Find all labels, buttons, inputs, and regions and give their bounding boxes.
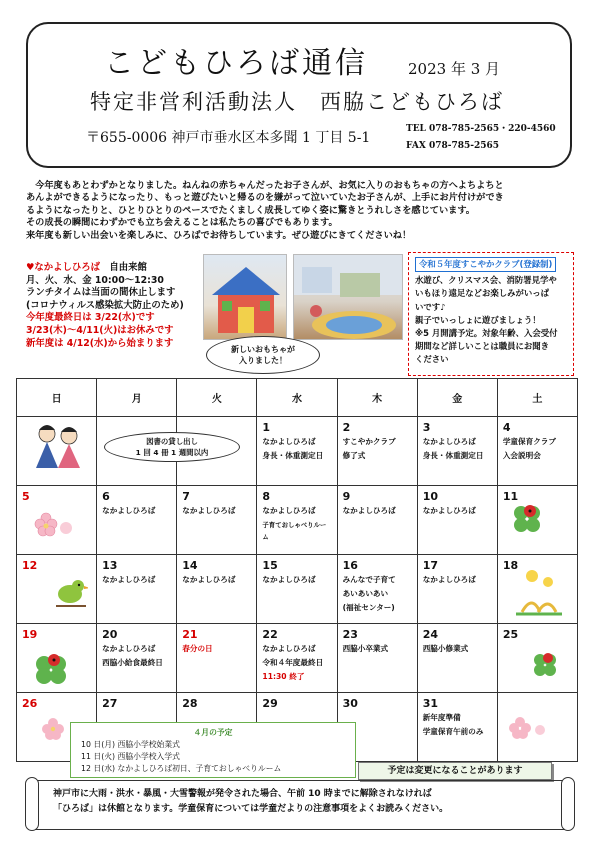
weekday-header-row [17,379,578,417]
day-number: 29 [262,697,278,710]
loan-note-line: 図書の貸し出し [146,437,198,446]
day-number: 24 [422,628,439,641]
day-number: 20 [102,628,118,641]
lunch-line: ランチタイムは当面の間休止します [26,287,176,299]
flowers-icon [512,564,566,620]
new-year-line: 新年度は 4/12(水)から始まります [26,337,174,349]
day-event: 身長・体重測定日 [262,451,324,460]
plum-blossom-icon [32,508,76,542]
book-loan-note [104,432,240,462]
calendar-day-cell [337,624,417,693]
day-number: 8 [262,490,271,503]
tel-number: TEL 078-785-2565・220-4560 [406,124,556,134]
day-number: 6 [102,490,110,503]
day-event: なかよしひろば [102,644,156,653]
day-number: 18 [502,559,519,572]
day-number: 21 [182,628,198,641]
day-number: 1 [262,421,271,434]
intro-line: 今年度もあとわずかとなりました。ねんねの赤ちゃんだったお子さんが、お気に入りのおもちゃの方へよちよちと [26,180,504,191]
calendar-body [17,417,578,762]
day-number: 3 [422,421,431,434]
intro-line: るようになったりと、ひとりひとりのペースでたくましく成長してゆく姿に驚きとうれしさを感じています。 [26,204,475,216]
day-event: みんなで子育て [342,575,396,584]
free-hall-info [26,262,206,350]
calendar-day-cell [97,555,177,624]
day-event: 令和４年度最終日 [262,658,324,667]
club-line: ください [415,354,449,365]
day-number: 19 [22,628,38,641]
club-line: いです♪ [415,301,446,312]
calendar-day-cell [257,417,337,486]
weekday-thu: 木 [337,379,417,417]
day-number: 23 [342,628,358,641]
day-event: 西脇小給食最終日 [102,658,163,667]
day-event: 新年度準備 [422,713,461,722]
calendar-day-cell [337,555,417,624]
weekday-wed: 水 [257,379,337,417]
april-schedule [70,722,356,778]
day-event: なかよしひろば [422,575,476,584]
march-calendar [16,378,578,762]
free-hall-subheading: 自由来館 [100,262,147,273]
calendar-day-cell [417,417,497,486]
day-event: なかよしひろば [102,506,156,515]
day-number: 13 [102,559,118,572]
weekday-mon: 月 [97,379,177,417]
day-event: なかよしひろば [262,644,316,653]
day-event: 11:30 終了 [262,672,305,681]
calendar-day-cell [97,624,177,693]
day-event: あいあいあい [342,589,389,598]
calendar-week-row [17,417,578,486]
day-event: なかよしひろば [422,506,476,515]
playroom-photo [293,254,403,340]
calendar-week-row [17,555,578,624]
day-number: 4 [502,421,511,434]
day-number: 12 [22,559,38,572]
intro-message [26,180,578,242]
day-event: なかよしひろば [422,437,476,446]
weekday-sun: 日 [17,379,97,417]
club-info-box [408,252,574,376]
schedule-change-note: 予定は変更になることがあります [358,762,552,780]
break-line: 3/23(木)～4/11(火)はお休みです [26,324,174,336]
photo-caption-bubble [206,336,320,374]
photo-caption-line: 新しいおもちゃが [231,345,295,354]
day-event: なかよしひろば [182,506,236,515]
day-number: 15 [262,559,278,572]
calendar-day-cell [337,417,417,486]
loan-note-line: 1 回 4 冊 1 週間以内 [135,448,209,457]
day-event: 修了式 [342,451,366,460]
toy-house-illustration [204,255,287,340]
toy-house-photo [203,254,287,340]
day-number: 9 [342,490,351,503]
day-number: 31 [422,697,439,710]
day-event: なかよしひろば [182,575,236,584]
address: 〒655-0006 神戸市垂水区本多聞 1 丁目 5-1 [86,130,371,146]
day-event: なかよしひろば [342,506,396,515]
scroll-curl-right [561,777,575,831]
club-line: 親子でいっしょに遊びましょう！ [415,314,541,325]
calendar-day-cell [97,486,177,555]
intro-line: 来年度も新しい出会いを楽しみに、ひろばでお待ちしています。ぜひ遊びにきてくださいね！ [26,229,412,241]
day-number: 27 [102,697,118,710]
calendar-day-cell [497,417,577,486]
april-item: 10 日(月) 西脇小学校始業式 [81,740,180,749]
organization-name: 特定非営利活動法人 西脇こどもひろば [90,90,504,114]
day-event: 学童保育クラブ [502,437,556,446]
calendar-day-cell [417,486,497,555]
club-line: 水遊び、クリスマス会、消防署見学や [415,275,557,286]
weekday-fri: 金 [417,379,497,417]
fax-number: FAX 078-785-2565 [406,141,500,151]
day-number: 14 [182,559,198,572]
day-event: 入会説明会 [502,451,541,460]
day-event: なかよしひろば [262,437,316,446]
day-number: 11 [502,490,519,503]
calendar-day-cell [417,624,497,693]
ladybug-clover-icon [530,650,560,680]
ladybug-clover-icon [30,648,74,688]
day-number: 2 [342,421,351,434]
april-title: ４月の予定 [193,728,233,737]
free-hall-heading: ♥なかよしひろば [26,262,101,273]
day-event: 春分の日 [182,644,213,653]
day-number: 22 [262,628,278,641]
day-number: 16 [342,559,358,572]
hina-doll-icon [32,420,84,472]
april-item: 12 日(水) なかよしひろば初日、子育ておしゃべりルーム [81,764,282,773]
day-number: 30 [342,697,358,710]
warning-line: 「ひろば」は休館となります。学童保育については学童だよりの注意事項をよくお読みください。 [53,804,449,814]
calendar-day-cell [177,486,257,555]
newsletter-title: こどもひろば通信 [104,46,368,81]
calendar-week-row [17,486,578,555]
day-number: 10 [422,490,439,503]
bird-icon [52,574,88,610]
weekday-tue: 火 [177,379,257,417]
day-event: なかよしひろば [262,506,316,515]
club-line: ※5 月開講予定。対象年齢、入会受付 [415,328,558,339]
plum-blossom-icon [40,716,66,742]
calendar-day-cell [257,624,337,693]
ladybug-clover-icon [508,500,548,540]
club-line: 期間など詳しいことは職員にお聞き [415,341,549,352]
club-title: 令和５年度すこやかクラブ(登録制) [415,257,556,272]
calendar-day-cell [257,555,337,624]
weather-warning-notice [30,780,570,830]
april-item: 11 日(火) 西脇小学校入学式 [81,752,180,761]
day-event: なかよしひろば [102,575,156,584]
day-number: 5 [22,490,30,503]
scroll-curl-left [25,777,39,831]
last-day-line: 今年度最終日は 3/22(水)です [26,312,155,324]
day-event: (福祉センター) [342,603,395,612]
photo-caption-line: 入りました！ [239,356,287,365]
day-number: 17 [422,559,439,572]
warning-line: 神戸市に大雨・洪水・暴風・大雪警報が発令された場合、午前 10 時までに解除されなければ [53,789,432,799]
day-number: 26 [22,697,38,710]
calendar-day-cell [337,486,417,555]
calendar-day-cell [417,555,497,624]
calendar-day-cell [177,624,257,693]
day-event: なかよしひろば [262,575,316,584]
weekday-sat: 土 [497,379,577,417]
day-number: 25 [502,628,519,641]
hours-line: 月、火、水、金 10:00～12:30 [26,274,164,286]
calendar-day-cell [177,555,257,624]
day-event: すこやかクラブ [342,437,396,446]
intro-line: その成長の瞬間にわずかでも立ち会えることは私たちの喜びでもあります。 [26,217,338,229]
day-number: 7 [182,490,190,503]
plum-blossom-icon [508,714,548,744]
covid-line: (コロナウィルス感染拡大防止のため) [26,299,184,311]
playroom-illustration [294,255,403,340]
issue-date: 2023 年 3 月 [408,60,501,78]
day-event: 身長・体重測定日 [422,451,484,460]
day-event: 西脇小卒業式 [342,644,389,653]
calendar-day-cell [417,693,497,762]
intro-line: あんよができるようになったり、もっと遊びたいと帰るのを嫌がって泣いていたお子さんが、上手にお片付けができ [26,192,504,204]
club-line: いもほり遠足などお楽しみがいっぱ [415,288,549,299]
day-number: 28 [182,697,198,710]
calendar-week-row [17,624,578,693]
day-event: 学童保育午前のみ [422,727,484,736]
day-event: 西脇小修業式 [422,644,469,653]
day-event: 子育ておしゃべりルーム [262,521,327,541]
calendar-day-cell [257,486,337,555]
